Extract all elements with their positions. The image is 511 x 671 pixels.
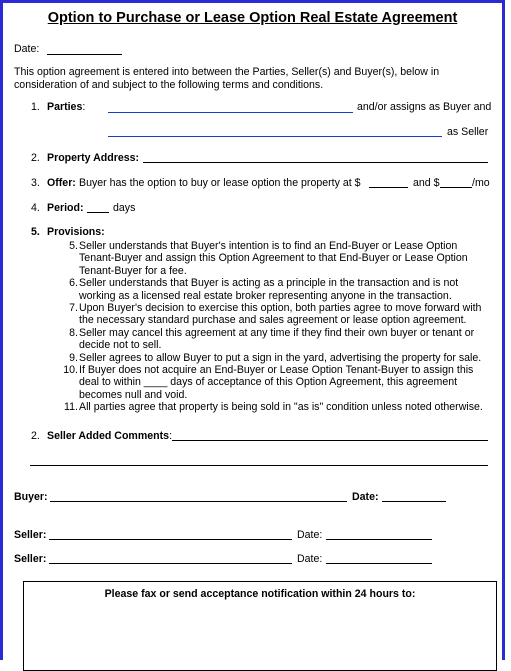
period-number: 4. (31, 202, 40, 214)
provision-text-line: Seller understands that Buyer's intention is to find an End-Buyer or Lease Option (79, 240, 458, 252)
seller-1-date-field[interactable] (326, 529, 432, 540)
provision-text-line: If Buyer does not acquire an End-Buyer or Lease Option Tenant-Buyer to assign this (79, 364, 474, 376)
provision-number: 6. (69, 277, 78, 290)
comments-colon: : (169, 430, 173, 442)
seller-1-date-label: Date: (297, 529, 323, 541)
provision-text-line: working as a licensed real estate broker representing anyone in the transaction. (79, 289, 452, 302)
fax-notice-box (23, 581, 497, 671)
intro-line-2: consideration of and subject to the following terms and conditions. (14, 79, 324, 91)
offer-and-text: and $ (413, 177, 440, 189)
property-address-field[interactable] (143, 152, 488, 163)
provision-text-line: Tenant-Buyer for a fee. (79, 264, 187, 277)
property-number: 2. (31, 152, 40, 164)
buyer-signature-field[interactable] (50, 491, 347, 502)
property-label: Property Address: (47, 152, 140, 164)
comments-field-line-1[interactable] (172, 430, 488, 441)
provision-text-line: decide not to sell. (79, 339, 162, 352)
provision-text-line: Seller understands that Buyer is acting as a principle in the transaction and is not (79, 277, 459, 290)
offer-label: Offer: (47, 177, 76, 189)
provision-text-line: the necessary standard purchase and sales agreement or lease option agreement. (79, 314, 467, 327)
provision-text-line: All parties agree that property is being sold in "as is" condition unless noted otherwise. (79, 401, 483, 414)
comments-label: Seller Added Comments (47, 430, 170, 442)
offer-text: Buyer has the option to buy or lease option the property at $ (79, 177, 361, 189)
date-label: Date: (14, 43, 40, 55)
buyer-signature-label: Buyer: (14, 491, 48, 503)
provisions-number: 5. (31, 226, 40, 238)
seller-2-date-label: Date: (297, 553, 323, 565)
date-field[interactable] (47, 44, 122, 55)
offer-number: 3. (31, 177, 40, 189)
seller-2-signature-field[interactable] (49, 553, 292, 564)
provision-text-line: Upon Buyer's decision to exercise this option, both parties agree to move forward with (79, 302, 482, 314)
provision-text-line: Seller may cancel this agreement at any time if they find their own buyer or tenant or (79, 326, 475, 339)
provision-number: 7. (69, 302, 78, 314)
parties-label: Parties (47, 101, 83, 113)
comments-number: 2. (31, 430, 40, 442)
seller-1-signature-label: Seller: (14, 529, 47, 541)
period-days-field[interactable] (87, 202, 109, 213)
offer-per-month: /mo (472, 177, 490, 189)
provision-text-line: Seller agrees to allow Buyer to put a sign in the yard, advertising the property for sale. (79, 351, 482, 364)
buyer-date-field[interactable] (382, 491, 446, 502)
seller-1-signature-field[interactable] (49, 529, 292, 540)
offer-monthly-field[interactable] (440, 177, 472, 188)
provision-text-line: becomes null and void. (79, 388, 188, 401)
parties-number: 1. (31, 101, 40, 113)
intro-line-1: This option agreement is entered into between the Parties, Seller(s) and Buyer(s), below in (14, 66, 440, 78)
provision-text-line: Tenant-Buyer and assign this Option Agreement to that End-Buyer or Lease Option (79, 252, 468, 265)
buyer-suffix: and/or assigns as Buyer and (357, 101, 492, 113)
seller-suffix: as Seller (447, 126, 489, 138)
fax-notice-text: Please fax or send acceptance notification within 24 hours to: (104, 588, 416, 600)
document-title: Option to Purchase or Lease Option Real Estate Agreement (47, 10, 458, 26)
provision-number: 5. (69, 240, 78, 252)
buyer-name-field[interactable] (108, 102, 353, 113)
seller-2-signature-label: Seller: (14, 553, 47, 565)
provisions-label: Provisions: (47, 226, 105, 238)
seller-name-field[interactable] (108, 126, 442, 137)
period-unit: days (113, 202, 136, 214)
parties-colon: : (82, 101, 86, 113)
buyer-date-label: Date: (352, 491, 379, 503)
provision-number: 8. (69, 326, 78, 339)
offer-price-field[interactable] (369, 177, 408, 188)
provision-number: 9. (69, 351, 78, 364)
comments-field-line-2[interactable] (30, 455, 488, 466)
seller-2-date-field[interactable] (326, 553, 432, 564)
provision-number: 10. (63, 364, 78, 376)
provision-number: 11. (64, 401, 78, 414)
period-label: Period: (47, 202, 84, 214)
provision-text-line: deal to within ____ days of acceptance of this Option Agreement, this agreement (79, 376, 458, 389)
